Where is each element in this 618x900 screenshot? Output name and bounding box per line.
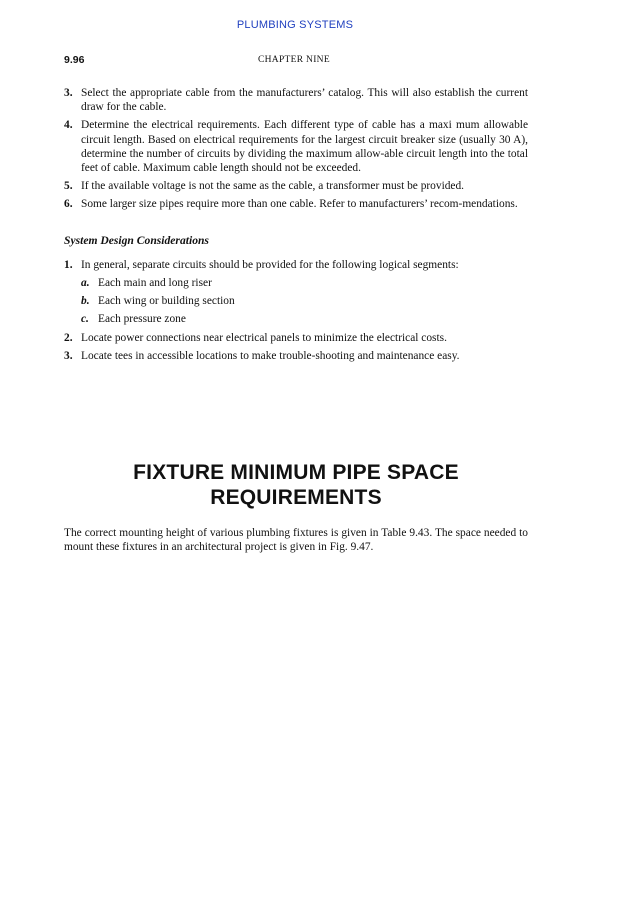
chapter-title: CHAPTER NINE <box>258 55 330 65</box>
step-text: Determine the electrical requirements. Each different type of cable has a maxi mum allowable circuit length. Based on electrical requirements for the largest circuit breaker size (usually 30 A), determine the number of circuits by dividing the maximum allow-able circuit length into the total feet of cable. Maximum cable length should not be exceeded. <box>81 119 528 175</box>
item-text: Locate tees in accessible locations to make trouble-shooting and maintenance easy. <box>81 349 460 362</box>
consideration-2 <box>64 331 528 345</box>
step-4 <box>64 118 528 175</box>
step-text: Select the appropriate cable from the manufacturers’ catalog. This will also establish the current draw for the cable. <box>81 87 528 114</box>
step-text: Some larger size pipes require more than one cable. Refer to manufacturers’ recom-mendations. <box>81 198 518 211</box>
item-number: 1. <box>64 258 73 271</box>
section-heading-line-2: REQUIREMENTS <box>210 486 382 509</box>
subitem-text: Each pressure zone <box>98 313 186 326</box>
subitem-c <box>81 312 528 326</box>
item-text: Locate power connections near electrical panels to minimize the electrical costs. <box>81 331 447 344</box>
subitem-letter: b. <box>81 295 90 308</box>
step-3 <box>64 86 528 114</box>
subitem-letter: c. <box>81 313 89 326</box>
step-number: 5. <box>64 180 73 193</box>
item-text: In general, separate circuits should be provided for the following logical segments: <box>81 258 459 271</box>
section-heading <box>64 460 528 510</box>
step-6 <box>64 197 528 211</box>
consideration-1 <box>64 258 528 272</box>
subitem-letter: a. <box>81 277 90 290</box>
subitem-a <box>81 276 528 290</box>
item-number: 2. <box>64 331 73 344</box>
step-text: If the available voltage is not the same as the cable, a transformer must be provided. <box>81 180 465 193</box>
section-body-paragraph: The correct mounting height of various plumbing fixtures is given in Table 9.43. The space needed to mount these fixtures in an architectural project is given in Fig. 9.47. <box>64 527 528 554</box>
subitem-b <box>81 294 528 308</box>
consideration-3 <box>64 349 528 363</box>
subitem-text: Each wing or building section <box>98 295 235 308</box>
running-head: PLUMBING SYSTEMS <box>236 19 354 31</box>
step-number: 4. <box>64 119 73 132</box>
page-content <box>64 86 528 367</box>
section-heading-line-1: FIXTURE MINIMUM PIPE SPACE <box>133 461 459 484</box>
page-number: 9.96 <box>64 54 85 66</box>
step-number: 3. <box>64 87 73 99</box>
step-5 <box>64 179 528 193</box>
subitem-text: Each main and long riser <box>98 277 212 290</box>
item-number: 3. <box>64 349 73 362</box>
step-number: 6. <box>64 198 73 211</box>
design-considerations-heading: System Design Considerations <box>64 233 209 247</box>
